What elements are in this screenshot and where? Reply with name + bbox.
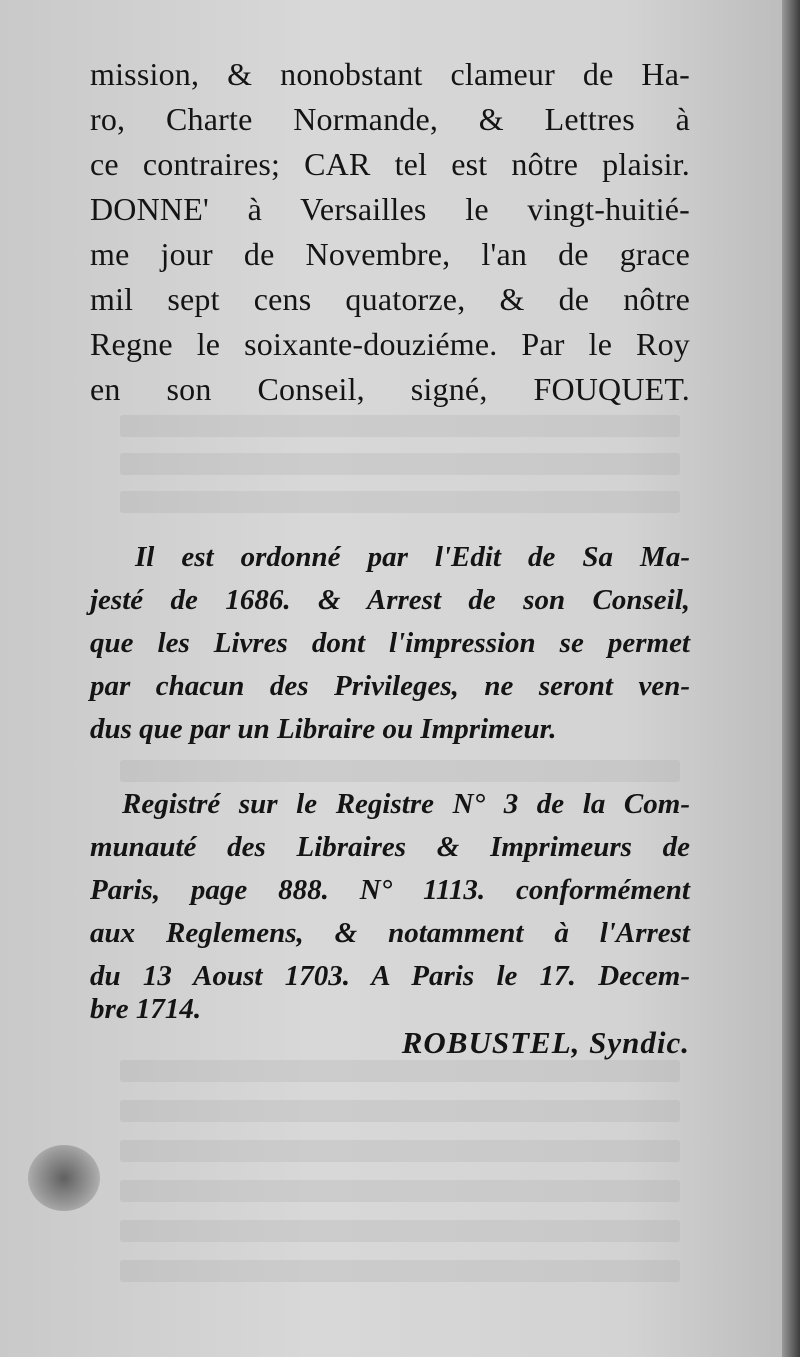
text-line: Regne le soixante-douziéme. Par le Roy xyxy=(90,326,690,362)
show-through-line xyxy=(120,1100,680,1122)
text-line: DONNE' à Versailles le vingt-huitié- xyxy=(90,191,690,227)
text-line: jesté de 1686. & Arrest de son Conseil, xyxy=(90,584,690,616)
show-through-line xyxy=(120,1060,680,1082)
text-line: du 13 Aoust 1703. A Paris le 17. Decem- xyxy=(90,960,690,992)
show-through-line xyxy=(120,1260,680,1282)
text-line: Il est ordonné par l'Edit de Sa Ma- xyxy=(135,541,690,573)
show-through-line xyxy=(120,1180,680,1202)
show-through-line xyxy=(120,491,680,513)
text-line: me jour de Novembre, l'an de grace xyxy=(90,236,690,272)
text-line: Paris, page 888. N° 1113. conformément xyxy=(90,874,690,906)
text-line: mission, & nonobstant clameur de Ha- xyxy=(90,56,690,92)
show-through-line xyxy=(120,1140,680,1162)
text-line: bre 1714. xyxy=(90,993,202,1025)
text-line: munauté des Libraires & Imprimeurs de xyxy=(90,831,690,863)
text-line: mil sept cens quatorze, & de nôtre xyxy=(90,281,690,317)
show-through-line xyxy=(120,453,680,475)
text-line: que les Livres dont l'impression se permet xyxy=(90,627,690,659)
text-line: dus que par un Libraire ou Imprimeur. xyxy=(90,713,557,745)
text-line: Registré sur le Registre N° 3 de la Com- xyxy=(122,788,690,820)
text-line: ro, Charte Normande, & Lettres à xyxy=(90,101,690,137)
text-line: aux Reglemens, & notamment à l'Arrest xyxy=(90,917,690,949)
ink-stain xyxy=(28,1145,100,1211)
text-line: en son Conseil, signé, FOUQUET. xyxy=(90,371,690,407)
show-through-line xyxy=(120,415,680,437)
book-gutter xyxy=(782,0,800,1357)
signature: ROBUSTEL, Syndic. xyxy=(401,1025,690,1060)
show-through-line xyxy=(120,760,680,782)
show-through-line xyxy=(120,1220,680,1242)
text-line: par chacun des Privileges, ne seront ven- xyxy=(90,670,690,702)
text-line: ce contraires; CAR tel est nôtre plaisir. xyxy=(90,146,690,182)
